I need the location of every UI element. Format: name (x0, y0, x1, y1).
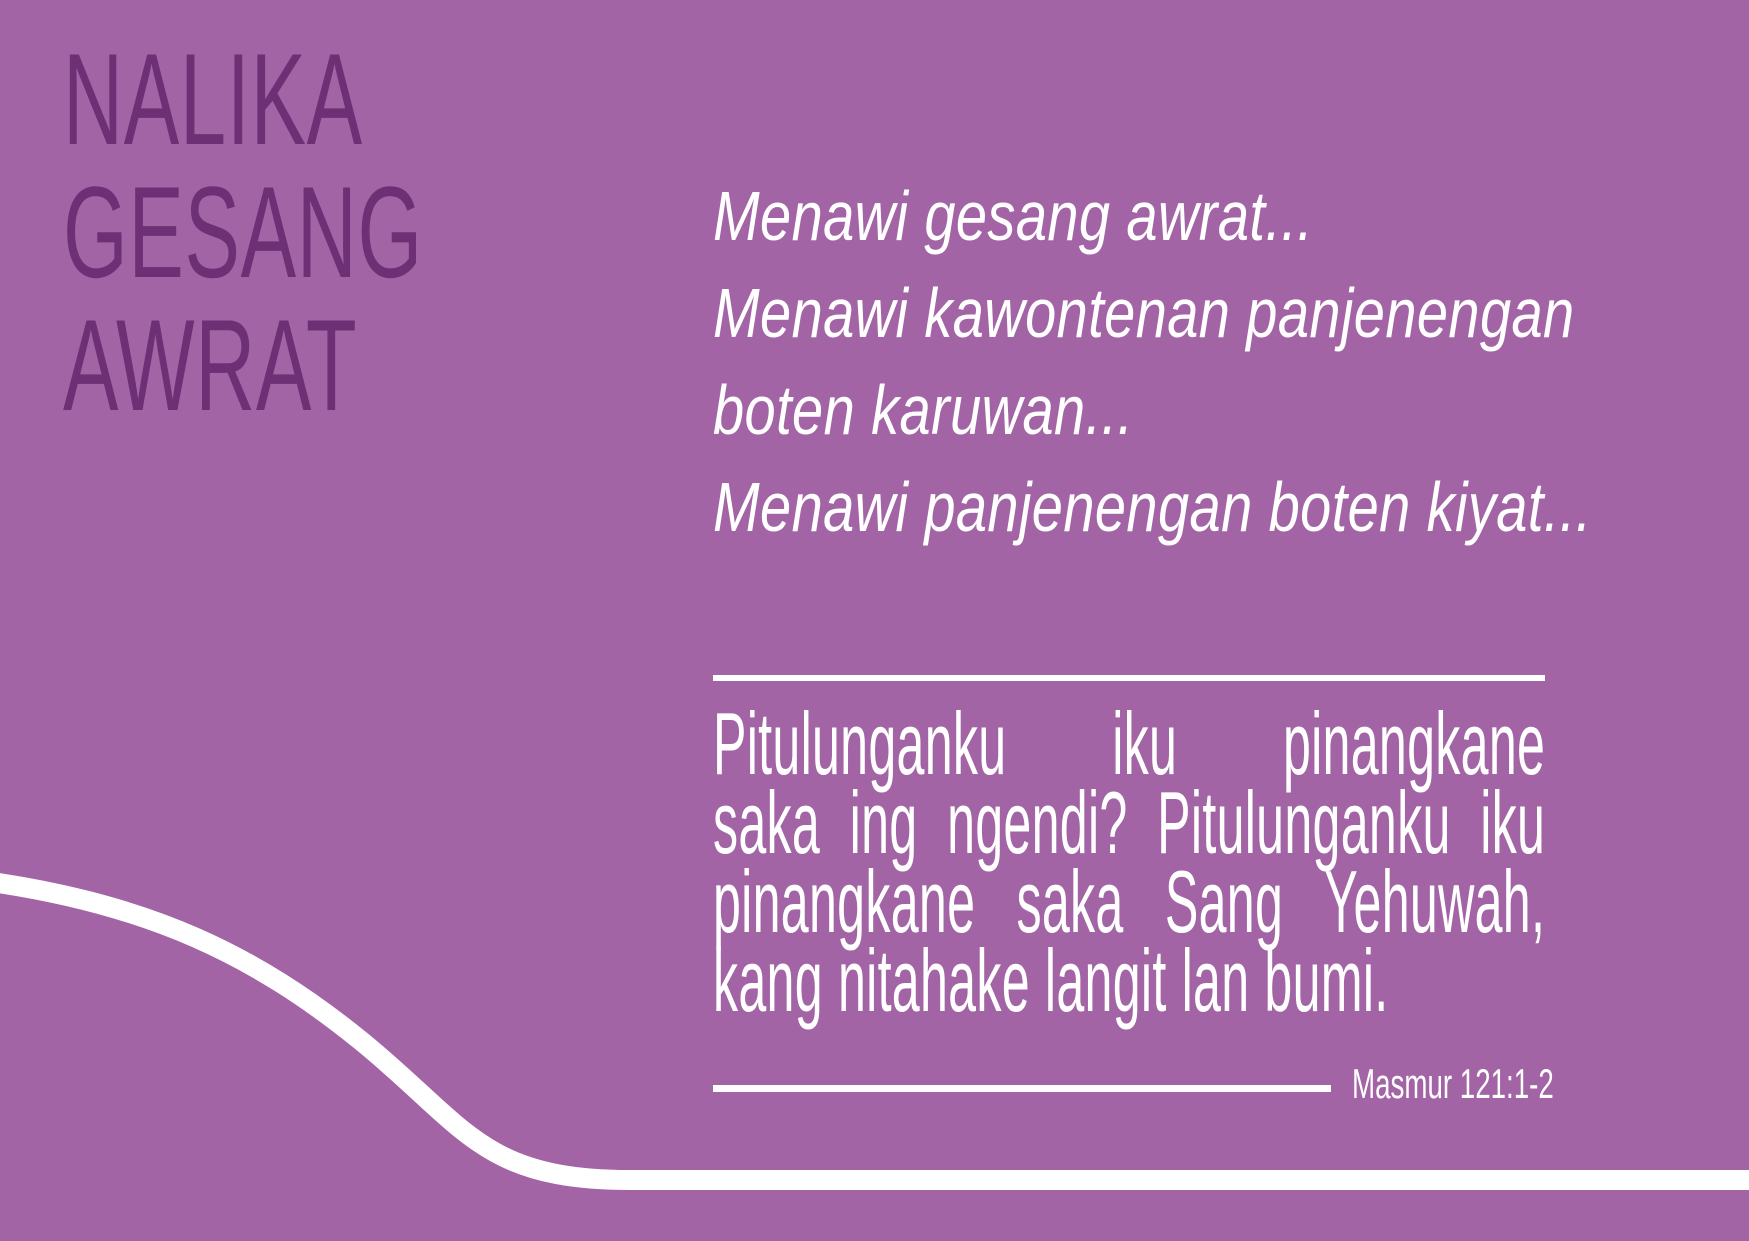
scripture-word: saka (713, 773, 821, 872)
scripture-word: Yehuwah, (1324, 852, 1546, 951)
intro-quote (713, 168, 1592, 556)
scripture-word: Sang (1164, 852, 1284, 951)
scripture-line (713, 773, 1546, 872)
scripture-word: langit (1044, 931, 1167, 1030)
scripture-line (713, 852, 1546, 951)
scripture-quote (713, 694, 1546, 1030)
scripture-word: nitahake (837, 931, 1030, 1030)
scripture-word: pinangkane (713, 852, 976, 951)
scripture-word: ing (849, 773, 918, 872)
scripture-line (713, 931, 1545, 1030)
title-line-1: NALIKA (63, 26, 363, 172)
scripture-word: Pitulunganku (1157, 773, 1451, 872)
intro-line-4: Menawi panjenengan boten kiyat... (713, 468, 1592, 546)
divider-rule-citation (713, 1085, 1331, 1092)
scripture-word: pinangkane (1282, 694, 1546, 793)
scripture-word: iku (1112, 694, 1178, 793)
scripture-citation: Masmur 121:1-2 (1352, 1060, 1554, 1107)
scripture-word: kang (713, 931, 823, 1030)
scripture-word: lan (1181, 931, 1250, 1030)
intro-line-3: boten karuwan... (713, 371, 1134, 449)
scripture-word: bumi. (1264, 931, 1389, 1030)
title-line-2: GESANG (63, 159, 423, 305)
scripture-word: saka (1016, 852, 1124, 951)
intro-line-2: Menawi kawontenan panjenengan (713, 274, 1575, 352)
divider-rule-top (713, 675, 1545, 681)
scripture-word: ngendi? (947, 773, 1128, 872)
title-line-3: AWRAT (63, 292, 358, 438)
scripture-line (713, 694, 1546, 793)
scripture-word: Pitulunganku (713, 694, 1007, 793)
intro-line-1: Menawi gesang awrat... (713, 177, 1314, 255)
page-title (63, 26, 423, 438)
scripture-word: iku (1480, 773, 1546, 872)
